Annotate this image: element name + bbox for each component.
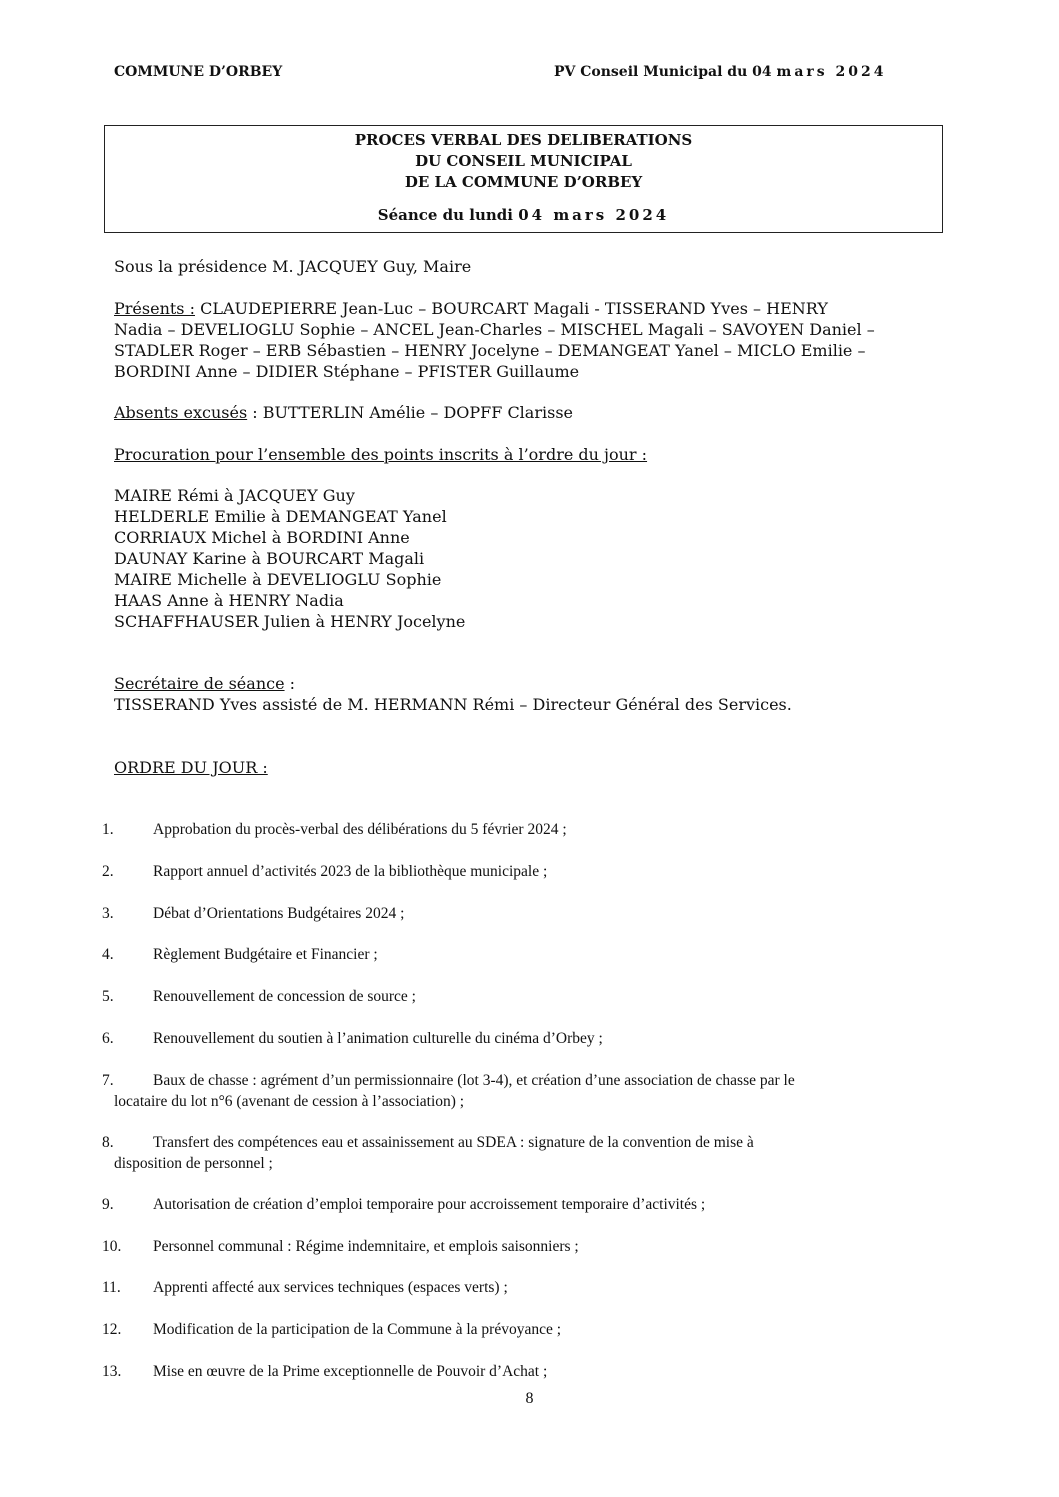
procuration-item: DAUNAY Karine à BOURCART Magali xyxy=(114,549,425,568)
agenda-item xyxy=(102,1236,942,1257)
presents-line-2: Nadia – DEVELIOGLU Sophie – ANCEL Jean-Charles – MISCHEL Magali – SAVOYEN Daniel – xyxy=(114,320,875,339)
agenda-item xyxy=(102,986,942,1007)
agenda-item-text: Apprenti affecté aux services techniques (espaces verts) ; xyxy=(153,1279,508,1296)
agenda-item xyxy=(102,1194,942,1215)
agenda-item-text: Règlement Budgétaire et Financier ; xyxy=(153,946,378,963)
agenda-item-text: Mise en œuvre de la Prime exceptionnelle de Pouvoir d’Achat ; xyxy=(153,1363,548,1380)
agenda-item xyxy=(102,861,942,882)
page-number: 8 xyxy=(525,1390,534,1407)
procuration-item: HAAS Anne à HENRY Nadia xyxy=(114,591,344,610)
agenda-item-number: 5. xyxy=(102,988,114,1005)
agenda-item xyxy=(102,1132,942,1174)
title-box xyxy=(104,125,943,233)
secretaire-text: TISSERAND Yves assisté de M. HERMANN Rémi – Directeur Général des Services. xyxy=(114,695,792,714)
procuration-item: MAIRE Rémi à JACQUEY Guy xyxy=(114,486,355,505)
agenda-item-text: Débat d’Orientations Budgétaires 2024 ; xyxy=(153,905,405,922)
session-date xyxy=(105,205,942,226)
secretaire-label-line xyxy=(114,673,934,694)
agenda-item-number: 3. xyxy=(102,905,114,922)
presidence: Sous la présidence M. JACQUEY Guy, Maire xyxy=(114,257,472,276)
agenda-item-number: 10. xyxy=(102,1238,122,1255)
agenda-item xyxy=(102,1319,942,1340)
procuration-item: MAIRE Michelle à DEVELIOGLU Sophie xyxy=(114,570,442,589)
agenda-item xyxy=(102,944,942,965)
procuration-list xyxy=(114,485,934,632)
secretaire-colon: : xyxy=(284,674,296,693)
session-prefix: Séance du lundi xyxy=(377,206,513,224)
agenda-item-number: 1. xyxy=(102,821,114,838)
agenda-item-text: Approbation du procès-verbal des délibérations du 5 février 2024 ; xyxy=(153,821,567,838)
agenda-item-text: Rapport annuel d’activités 2023 de la bibliothèque municipale ; xyxy=(153,863,548,880)
header-pv-date: mars 2024 xyxy=(776,64,887,80)
procuration-item: SCHAFFHAUSER Julien à HENRY Jocelyne xyxy=(114,612,466,631)
presents-label: Présents : xyxy=(114,299,195,318)
agenda-item-number: 11. xyxy=(102,1279,121,1296)
agenda-item-number: 7. xyxy=(102,1072,114,1089)
absents-block xyxy=(114,402,934,423)
agenda-item-text-cont: locataire du lot n°6 (avenant de cession à l’association) ; xyxy=(114,1093,465,1110)
agenda-item-text: Baux de chasse : agrément d’un permissionnaire (lot 3-4), et création d’une association de chasse par le xyxy=(153,1072,795,1089)
header-pv-prefix: PV Conseil Municipal du 04 xyxy=(554,64,772,80)
agenda-item-text: Renouvellement de concession de source ; xyxy=(153,988,416,1005)
header-commune: COMMUNE D’ORBEY xyxy=(114,64,283,80)
presents-line-1 xyxy=(114,298,934,319)
agenda-item xyxy=(102,1277,942,1298)
procuration-item: HELDERLE Emilie à DEMANGEAT Yanel xyxy=(114,507,447,526)
agenda-item-number: 4. xyxy=(102,946,114,963)
agenda-item xyxy=(102,1361,942,1382)
secretaire-label: Secrétaire de séance xyxy=(114,674,285,693)
agenda-item-number: 13. xyxy=(102,1363,122,1380)
ordre-du-jour-heading: ORDRE DU JOUR : xyxy=(114,758,268,777)
agenda-item-text: Personnel communal : Régime indemnitaire, et emplois saisonniers ; xyxy=(153,1238,579,1255)
agenda-item-text: Renouvellement du soutien à l’animation culturelle du cinéma d’Orbey ; xyxy=(153,1030,603,1047)
agenda-item-text: Transfert des compétences eau et assainissement au SDEA : signature de la convention de mise à xyxy=(153,1134,754,1151)
absents-text: : BUTTERLIN Amélie – DOPFF Clarisse xyxy=(252,403,573,422)
procuration-label: Procuration pour l’ensemble des points inscrits à l’ordre du jour : xyxy=(114,445,648,464)
procuration-item: CORRIAUX Michel à BORDINI Anne xyxy=(114,528,410,547)
agenda-item-text-cont: disposition de personnel ; xyxy=(114,1155,273,1172)
presents-line-3: STADLER Roger – ERB Sébastien – HENRY Jocelyne – DEMANGEAT Yanel – MICLO Emilie – xyxy=(114,341,866,360)
absents-label: Absents excusés xyxy=(114,403,248,422)
title-line-3: DE LA COMMUNE D’ORBEY xyxy=(404,173,643,191)
agenda-item xyxy=(102,819,942,840)
agenda-item xyxy=(102,1070,942,1112)
session-date-value: 04 mars 2024 xyxy=(518,206,670,224)
header-pv-title xyxy=(554,64,886,80)
title-line-1: PROCES VERBAL DES DELIBERATIONS xyxy=(354,131,693,149)
agenda-item-number: 12. xyxy=(102,1321,122,1338)
agenda-item-text: Autorisation de création d’emploi temporaire pour accroissement temporaire d’activités ; xyxy=(153,1196,706,1213)
presents-line-4: BORDINI Anne – DIDIER Stéphane – PFISTER Guillaume xyxy=(114,362,580,381)
secretaire-block xyxy=(114,673,934,715)
agenda-item-number: 2. xyxy=(102,863,114,880)
agenda-item-number: 6. xyxy=(102,1030,114,1047)
agenda-item xyxy=(102,903,942,924)
agenda-item xyxy=(102,1028,942,1049)
agenda-item-number: 8. xyxy=(102,1134,114,1151)
presents-block xyxy=(114,298,934,382)
agenda-item-number: 9. xyxy=(102,1196,114,1213)
title-line-2: DU CONSEIL MUNICIPAL xyxy=(415,152,632,170)
presents-text-1: CLAUDEPIERRE Jean-Luc – BOURCART Magali - TISSERAND Yves – HENRY xyxy=(200,299,828,318)
agenda-item-text: Modification de la participation de la Commune à la prévoyance ; xyxy=(153,1321,562,1338)
